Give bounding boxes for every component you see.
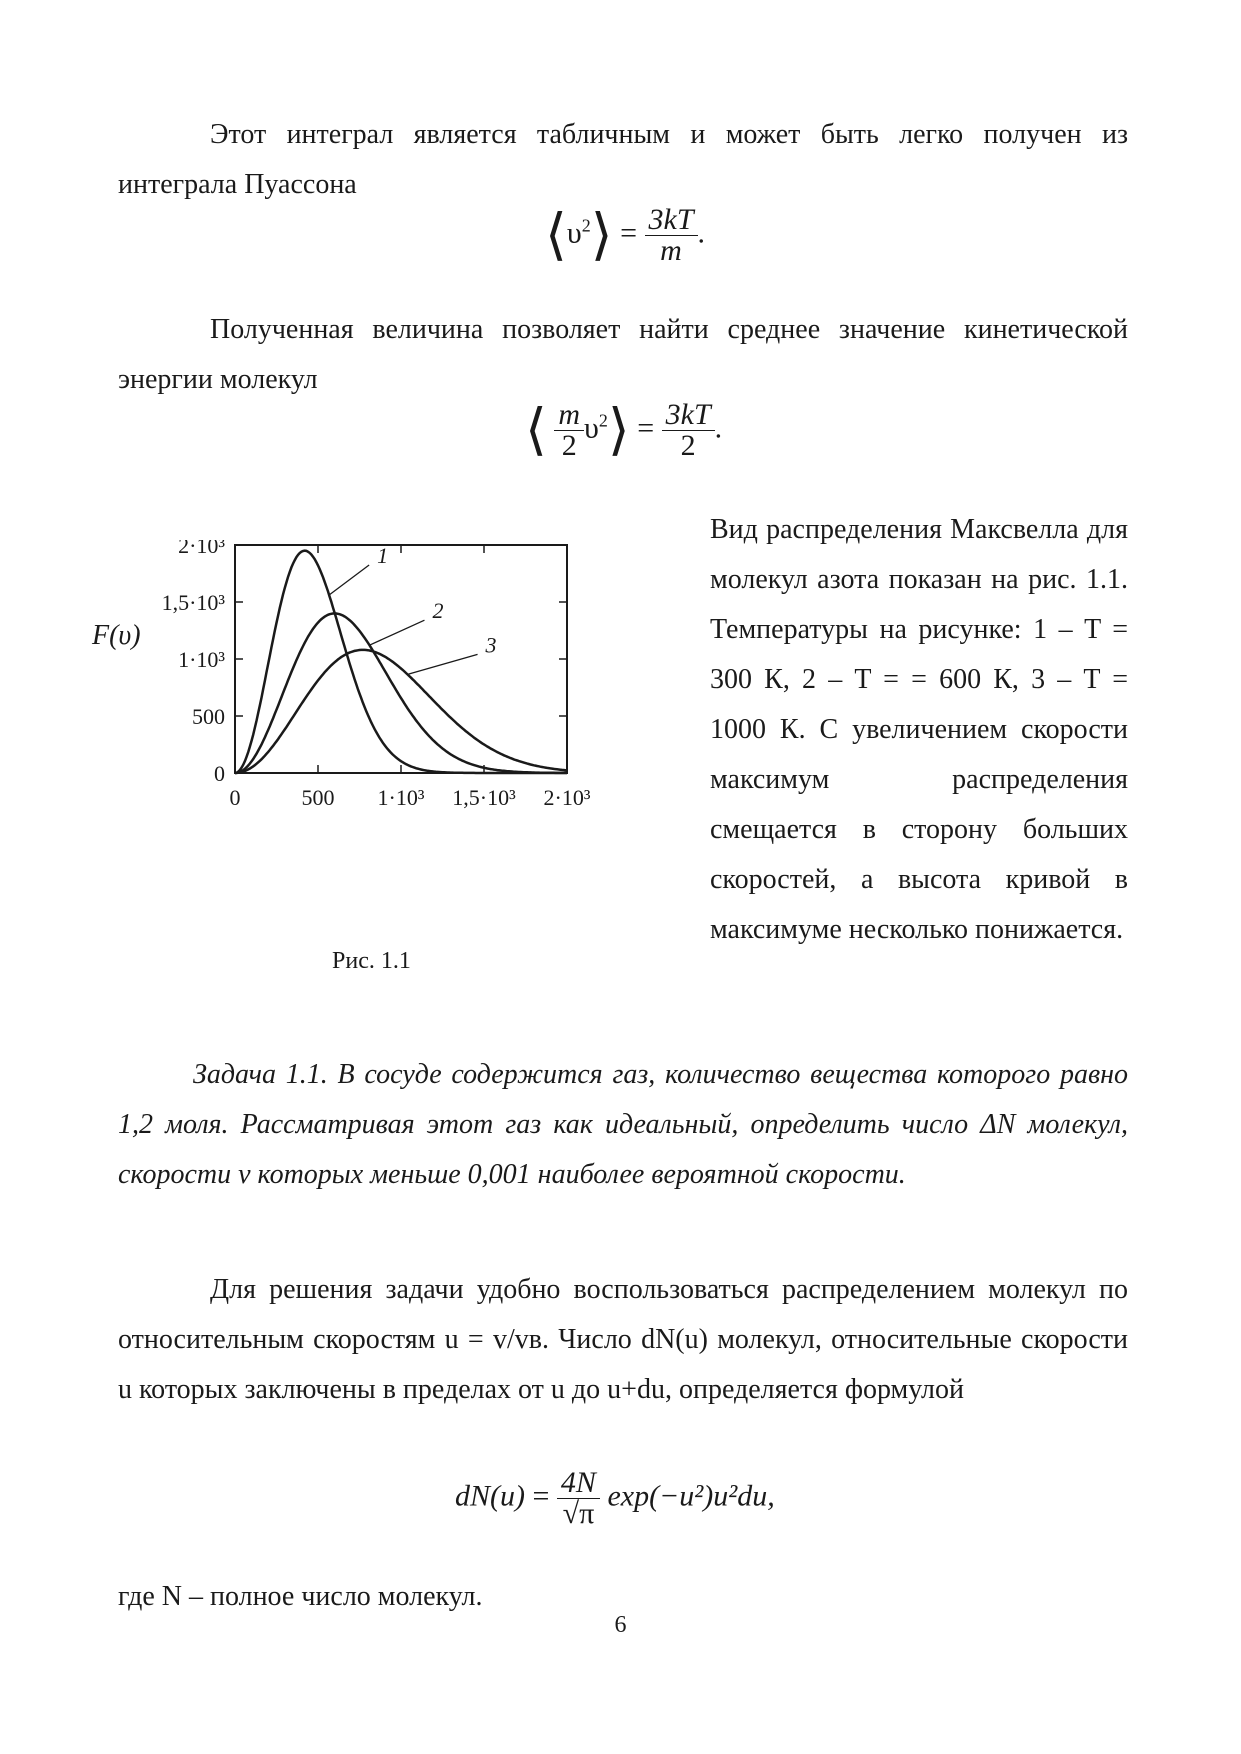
- x-tick-label: 1·10³: [377, 785, 425, 810]
- series-label-1: 1: [377, 543, 389, 569]
- y-tick-label: 500: [192, 704, 225, 729]
- formula-relative-velocity-distribution: [455, 1468, 775, 1529]
- series-line-1: [235, 551, 567, 773]
- formula-mean-square-velocity: $⟨\upsilon^2⟩$ = $\frac{3kT}{m}$ .: [545, 203, 705, 267]
- chart-axes: [235, 545, 567, 773]
- formula2-equals: =: [637, 411, 655, 445]
- formula2-inner-denominator: 2: [561, 429, 577, 462]
- formula1-denominator: m: [660, 234, 682, 267]
- formula1-fraction: [645, 205, 698, 266]
- formula2-numerator: 3kT: [662, 400, 715, 431]
- page-number: 6: [614, 1612, 627, 1638]
- formula1-equals: =: [620, 216, 637, 250]
- y-axis-label: F(υ): [92, 620, 141, 652]
- chart-ticks: [162, 540, 591, 810]
- formula3-equals: =: [532, 1479, 550, 1513]
- formula2-inner-numerator: m: [554, 400, 584, 431]
- series-label-3: 3: [485, 632, 497, 658]
- y-tick-label: 2·10³: [178, 540, 225, 558]
- plot-frame: [235, 545, 567, 773]
- chart-series: [235, 543, 567, 773]
- paragraph-total-molecules: где N – полное число молекул.: [118, 1581, 483, 1612]
- formula3-fraction: [557, 1468, 600, 1529]
- paragraph-kinetic-energy: Полученная величина позволяет найти среднее значение кинетической энергии молекул: [118, 314, 1128, 395]
- x-tick-label: 0: [229, 785, 241, 810]
- formula2-denominator: 2: [680, 429, 696, 462]
- formula1-exponent: 2: [581, 215, 591, 236]
- formula2-symbol: υ: [584, 411, 599, 445]
- figure-caption: Рис. 1.1: [332, 948, 411, 974]
- paragraph-solution: Для решения задачи удобно воспользоваться распределением молекул по относительным скоростям u = v/vв. Число dN(u) молекул, относительные скорости u которых заключены в пределах от u до u+du, определяется формулой: [118, 1274, 1128, 1405]
- y-tick-label: 1·10³: [178, 647, 225, 672]
- series-line-3: [235, 650, 567, 773]
- task-statement: Задача 1.1. В сосуде содержится газ, количество вещества которого равно 1,2 моля. Рассматривая этот газ как идеальный, определить число ΔN молекул, скорости v которых меньше 0,001 наиболее вероятной скорости.: [118, 1059, 1128, 1190]
- formula-mean-kinetic-energy: ⟨ $\frac{m}{2}$ $\upsilon^2⟩$ = $\frac{3kT}{2}$ .: [525, 398, 723, 462]
- series-leader-3: [408, 654, 478, 674]
- formula3-lhs: dN(u): [455, 1479, 525, 1513]
- chart-labels: [91, 620, 141, 651]
- formula3-denominator: √π: [562, 1497, 595, 1530]
- formula1-numerator: 3kT: [645, 205, 698, 236]
- formula3-numerator: 4N: [557, 1468, 600, 1499]
- x-tick-label: 500: [301, 785, 335, 810]
- paragraph-distribution-description: Вид распределения Максвелла для молекул азота показан на рис. 1.1. Температуры на рисунке: 1 – T = 300 К, 2 – T = = 600 К, 3 – T = 1000 К. С увеличением скорости максимум распределения смещается в сторону больших скоростей, а высота кривой в максимуме несколько понижается.: [710, 514, 1128, 945]
- formula2-inner-fraction: [554, 400, 584, 461]
- x-tick-label: 2·10³: [543, 785, 591, 810]
- formula2-period: .: [714, 411, 723, 445]
- y-tick-label: 0: [214, 761, 225, 786]
- y-tick-label: 1,5·10³: [161, 590, 225, 615]
- formula1-period: .: [697, 216, 705, 250]
- formula2-fraction: [662, 400, 715, 461]
- formula2-exponent: 2: [598, 410, 608, 431]
- series-leader-1: [329, 565, 369, 595]
- x-tick-label: 1,5·10³: [452, 785, 516, 810]
- series-label-2: 2: [432, 598, 444, 624]
- maxwell-distribution-chart: [80, 540, 660, 920]
- series-leader-2: [369, 620, 424, 645]
- formula3-rhs: exp(−u²)u²du,: [607, 1479, 775, 1513]
- formula1-symbol: υ: [566, 216, 582, 250]
- series-line-2: [235, 613, 567, 773]
- paragraph-poisson: Этот интеграл является табличным и может быть легко получен из интеграла Пуассона: [118, 119, 1128, 200]
